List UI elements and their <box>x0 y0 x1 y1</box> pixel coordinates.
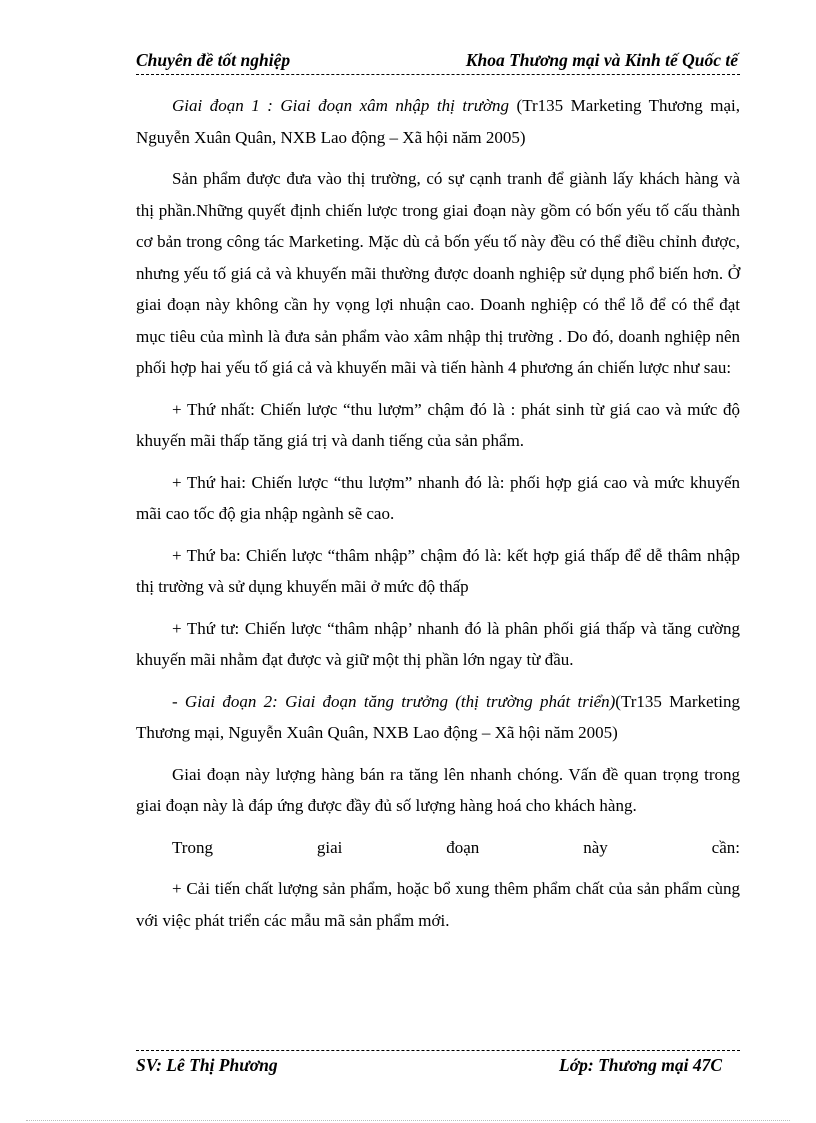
stage-1-citation: (Tr135 Marketing Thương mại, Nguyễn Xuân Quân, NXB Lao động – Xã hội năm 2005) <box>136 96 741 147</box>
paragraph-stage-2-description: Giai đoạn này lượng hàng bán ra tăng lên nhanh chóng. Vấn đề quan trọng trong giai đoạn này là đáp ứng được đầy đủ số lượng hàng hoá cho khách hàng. <box>136 764 740 815</box>
paragraph-strategy-3: + Thứ ba: Chiến lược “thâm nhập” chậm đó là: kết hợp giá thấp để dễ thâm nhập thị trường và sử dụng khuyến mãi ở mức độ thấp <box>136 545 740 596</box>
header-faculty: Khoa Thương mại và Kinh tế Quốc tế <box>465 50 738 70</box>
paragraph-stage-1-description: Sản phẩm được đưa vào thị trường, có sự cạnh tranh để giành lấy khách hàng và thị phần.Những quyết định chiến lược trong giai đoạn này gồm có bốn yếu tố cấu thành cơ bản trong công tác Marketing. Mặc dù cả bốn yếu tố này đều có thể điều chỉnh được, nhưng yếu tố giá cả và khuyến mãi thường được doanh nghiệp sử dụng phổ biến hơn. Ở giai đoạn này không cần hy vọng lợi nhuận cao. Doanh nghiệp có thể lỗ để có thể đạt mục tiêu của mình là đưa sản phẩm vào xâm nhập thị trường . Do đó, doanh nghiệp nên phối hợp hai yếu tố giá cả và khuyến mãi và tiến hành 4 phương án chiến lược như sau: <box>136 169 740 377</box>
paragraph-stage-2-heading <box>136 686 740 749</box>
header-thesis-title: Chuyên đề tốt nghiệp <box>136 50 291 70</box>
paragraph-stage-1-heading <box>136 90 740 153</box>
page-bottom-border <box>26 1120 790 1121</box>
paragraph-strategy-1: + Thứ nhất: Chiến lược “thu lượm” chậm đó là : phát sinh từ giá cao và mức độ khuyến mãi thấp tăng giá trị và danh tiếng của sản phẩm. <box>136 399 740 450</box>
stage-2-title: - Giai đoạn 2: Giai đoạn tăng trưởng (thị trường phát triển) <box>172 691 616 711</box>
paragraph-strategy-4: + Thứ tư: Chiến lược “thâm nhập’ nhanh đó là phân phối giá thấp và tăng cường khuyến mãi nhằm đạt được và giữ một thị phần lớn ngay từ đầu. <box>136 618 740 669</box>
page-header <box>136 48 740 75</box>
page-footer <box>136 1050 740 1079</box>
paragraph-strategy-2: + Thứ hai: Chiến lược “thu lượm” nhanh đó là: phối hợp giá cao và mức khuyến mãi cao tốc độ gia nhập ngành sẽ cao. <box>136 472 740 523</box>
stage-1-title: Giai đoạn 1 : Giai đoạn xâm nhập thị trường <box>172 96 510 115</box>
paragraph-stage-2-needs: Trong giai đoạn này cần: <box>172 837 740 857</box>
document-body <box>136 90 740 946</box>
footer-class: Lớp: Thương mại 47C <box>559 1055 722 1075</box>
stage-2-citation: (Tr135 Marketing Thương mại, Nguyễn Xuân Quân, NXB Lao động – Xã hội năm 2005) <box>136 691 740 742</box>
paragraph-improvement: + Cải tiến chất lượng sản phẩm, hoặc bổ xung thêm phẩm chất của sản phẩm cùng với việc phát triển các mẫu mã sản phẩm mới. <box>136 879 740 930</box>
footer-student: SV: Lê Thị Phương <box>136 1055 278 1075</box>
